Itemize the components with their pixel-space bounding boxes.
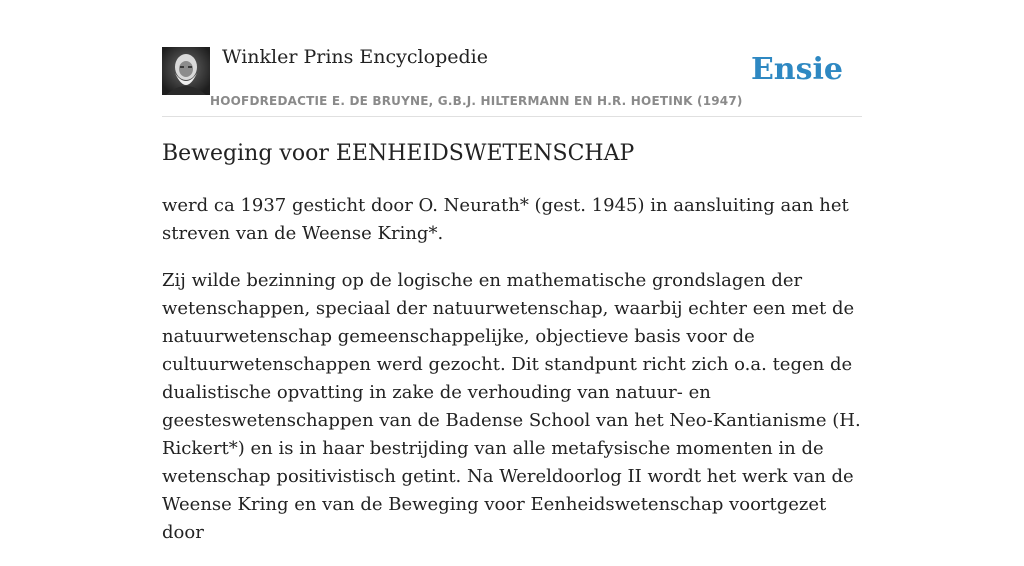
author-portrait-icon (162, 47, 210, 95)
article-page (162, 0, 862, 543)
entry-title: Beweging voor EENHEIDSWETENSCHAP (162, 141, 635, 166)
source-title[interactable]: Winkler Prins Encyclopedie (222, 46, 488, 68)
author-avatar[interactable] (162, 47, 210, 95)
entry-body (162, 192, 862, 566)
paragraph: Zij wilde bezinning op de logische en mathematische grondslagen der wetenschappen, speciaal der natuurwetenschap, waarbij echter een met de natuurwetenschap gemeenschappelijke, objectieve basis voor de cultuurwetenschappen werd gezocht. Dit standpunt richt zich o.a. tegen de dualistische opvatting in zake de verhouding van natuur- en geesteswetenschappen van de Badense School van het Neo-Kantianisme (H. Rickert*) en is in haar bestrijding van alle metafysische momenten in de wetenschap positivistisch getint. Na Wereldoorlog II wordt het werk van de Weense Kring en van de Beweging voor Eenheidswetenschap voortgezet door (162, 270, 861, 543)
editors-credit: HOOFDREDACTIE E. DE BRUYNE, G.B.J. HILTERMANN EN H.R. HOETINK (1947) (210, 94, 743, 108)
source-header (162, 0, 862, 117)
ensie-logo[interactable]: Ensie (750, 52, 843, 87)
paragraph: werd ca 1937 gesticht door O. Neurath* (gest. 1945) in aansluiting aan het streven van de Weense Kring*. (162, 195, 849, 244)
